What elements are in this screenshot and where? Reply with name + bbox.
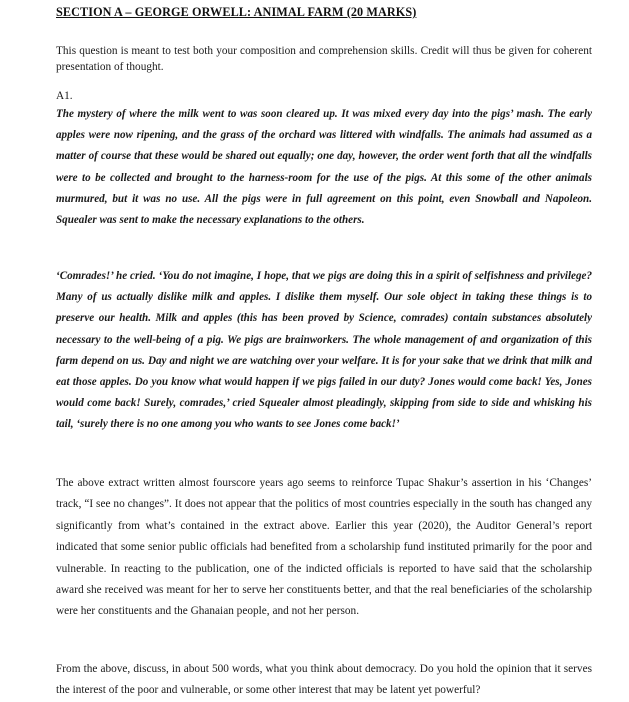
section-heading: SECTION A – GEORGE ORWELL: ANIMAL FARM (20 MARKS) — [56, 5, 417, 19]
instructions-paragraph: This question is meant to test both your composition and comprehension skills. Credit will thus be given for coherent presentation of thought. — [56, 45, 592, 73]
question-label: A1. — [56, 90, 73, 102]
question-paragraph: From the above, discuss, in about 500 words, what you think about democracy. Do you hold the opinion that it serves the interest of the poor and vulnerable, or some other interest that may be latent yet powerful? — [56, 663, 592, 697]
extract-paragraph-1: The mystery of where the milk went to was soon cleared up. It was mixed every day into the pigs’ mash. The early apples were now ripening, and the grass of the orchard was littered with windfalls. The animals had assumed as a matter of course that these would be shared out equally; one day, however, the order went forth that all the windfalls were to be collected and brought to the harness-room for the use of the pigs. At this some of the other animals murmured, but it was no use. All the pigs were in full agreement on this point, even Snowball and Napoleon. Squealer was sent to make the necessary explanations to the others. — [56, 108, 592, 227]
commentary-paragraph: The above extract written almost fourscore years ago seems to reinforce Tupac Shakur’s assertion in his ‘Changes’ track, “I see no changes”. It does not appear that the politics of most countries especially in the south has changed any significantly from what’s contained in the extract above. Earlier this year (2020), the Auditor General’s report indicated that some senior public officials had benefited from a scholarship fund instituted primarily for the poor and vulnerable. In reacting to the publication, one of the indicted officials is reported to have said that the scholarship award she received was meant for her to serve her constituents better, and that the real beneficiaries of the scholarship were her constituents and the Ghanaian people, and not her person. — [56, 477, 592, 618]
extract-paragraph-2: ‘Comrades!’ he cried. ‘You do not imagine, I hope, that we pigs are doing this in a spirit of selfishness and privilege? Many of us actually dislike milk and apples. I dislike them myself. Our sole object in taking these things is to preserve our health. Milk and apples (this has been proved by Science, comrades) contain substances absolutely necessary to the well-being of a pig. We pigs are brainworkers. The whole management of and organization of this farm depend on us. Day and night we are watching over your welfare. It is for your sake that we drink that milk and eat those apples. Do you know what would happen if we pigs failed in our duty? Jones would come back! Yes, Jones would come back! Surely, comrades,’ cried Squealer almost pleadingly, skipping from side to side and whisking his tail, ‘surely there is no one among you who wants to see Jones come back!’ — [56, 270, 592, 431]
